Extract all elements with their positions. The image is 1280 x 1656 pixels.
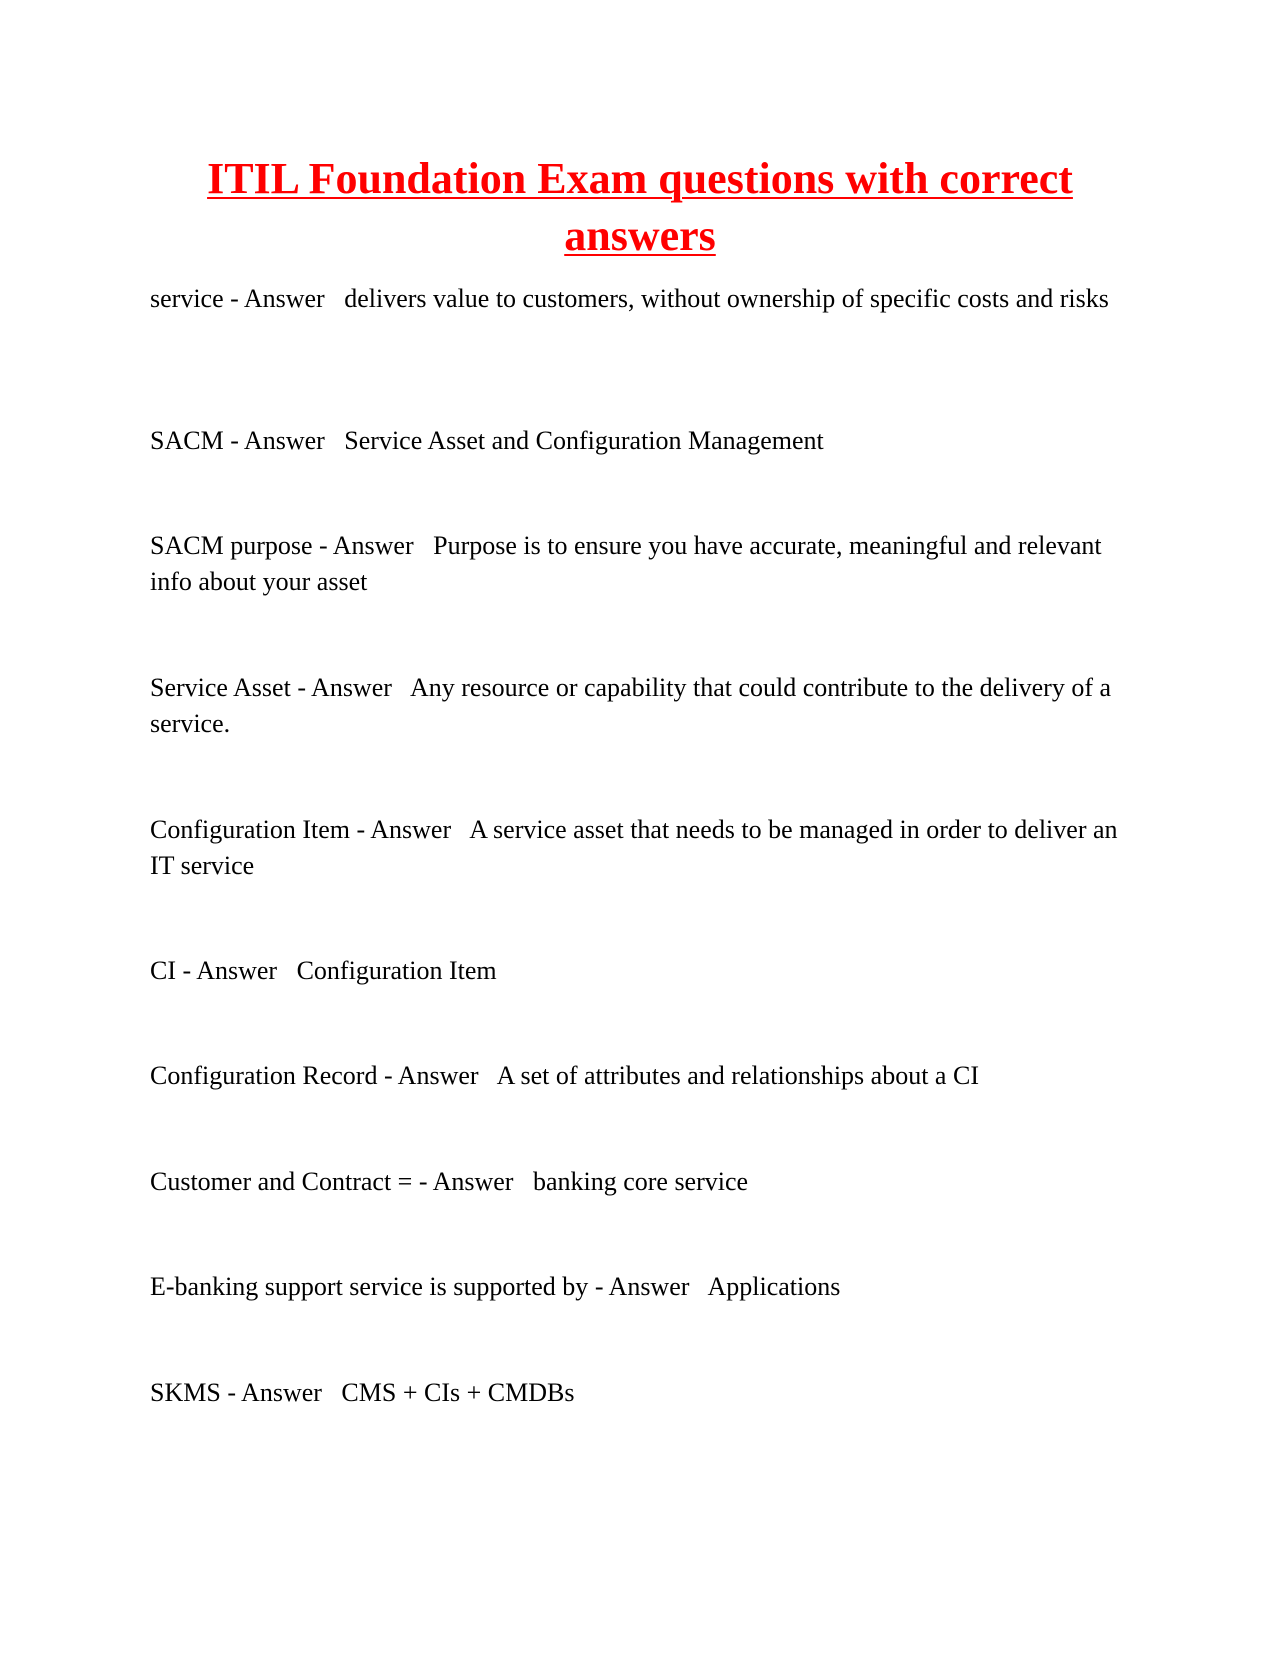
qa-term: Configuration Item bbox=[150, 815, 351, 844]
qa-item bbox=[150, 670, 1135, 742]
qa-term: Customer and Contract = bbox=[150, 1167, 413, 1196]
qa-term: SACM purpose bbox=[150, 531, 313, 560]
qa-answer: A service asset that needs to be managed in order to deliver an IT service bbox=[150, 815, 1118, 880]
qa-item bbox=[150, 953, 1135, 989]
qa-answer: Purpose is to ensure you have accurate, meaningful and relevant info about your asset bbox=[150, 531, 1102, 596]
qa-answer: banking core service bbox=[532, 1167, 749, 1196]
answer-marker: - Answer bbox=[230, 426, 325, 455]
answer-marker: - Answer bbox=[319, 531, 414, 560]
qa-answer: Service Asset and Configuration Management bbox=[344, 426, 824, 455]
qa-item bbox=[150, 281, 1135, 317]
qa-item bbox=[150, 1375, 1135, 1411]
answer-marker: - Answer bbox=[182, 956, 278, 985]
qa-item bbox=[150, 1058, 1135, 1094]
qa-term: service bbox=[150, 284, 224, 313]
answer-marker: - Answer bbox=[383, 1061, 479, 1090]
qa-answer: Applications bbox=[707, 1272, 841, 1301]
answer-marker: - Answer bbox=[356, 815, 452, 844]
qa-item bbox=[150, 1164, 1135, 1200]
qa-answer: Any resource or capability that could contribute to the delivery of a service. bbox=[150, 673, 1112, 738]
qa-answer: A set of attributes and relationships about a CI bbox=[496, 1061, 979, 1090]
qa-term: Service Asset bbox=[150, 673, 291, 702]
document-title: ITIL Foundation Exam questions with correct answers bbox=[207, 154, 1073, 260]
qa-term: SACM bbox=[150, 426, 224, 455]
qa-term: SKMS bbox=[150, 1378, 221, 1407]
qa-answer: delivers value to customers, without ownership of specific costs and risks bbox=[344, 284, 1109, 313]
answer-marker: - Answer bbox=[297, 673, 392, 702]
qa-term: CI bbox=[150, 956, 176, 985]
qa-item bbox=[150, 812, 1135, 884]
answer-marker: - Answer bbox=[594, 1272, 690, 1301]
qa-item bbox=[150, 528, 1135, 600]
answer-marker: - Answer bbox=[418, 1167, 514, 1196]
answer-marker: - Answer bbox=[227, 1378, 322, 1407]
qa-item bbox=[150, 1269, 1135, 1305]
qa-answer: Configuration Item bbox=[296, 956, 497, 985]
qa-term: Configuration Record bbox=[150, 1061, 378, 1090]
qa-answer: CMS + CIs + CMDBs bbox=[341, 1378, 575, 1407]
qa-term: E-banking support service is supported by bbox=[150, 1272, 589, 1301]
qa-item bbox=[150, 423, 1135, 459]
answer-marker: - Answer bbox=[230, 284, 325, 313]
